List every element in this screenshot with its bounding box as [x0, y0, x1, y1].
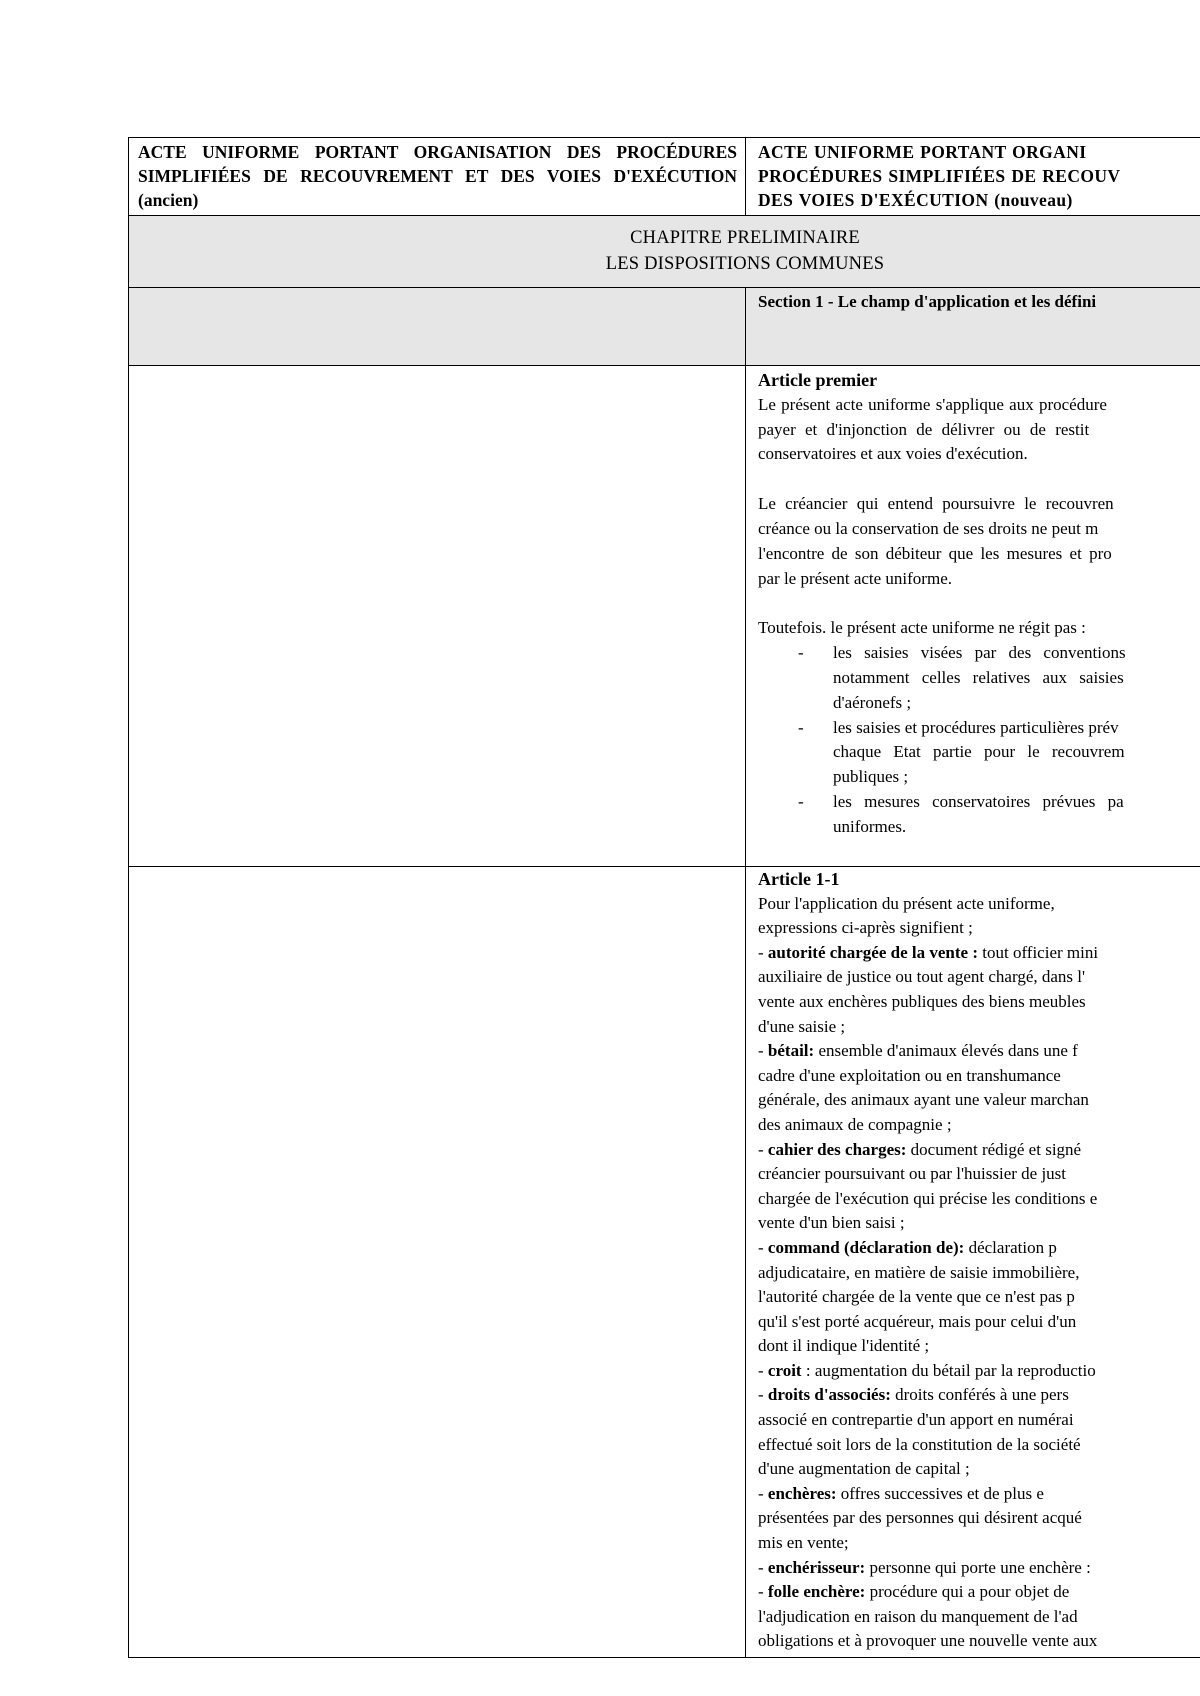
definition-term: autorité chargée de la vente :: [767, 942, 978, 962]
definition-line: [758, 1015, 1200, 1040]
section-row: [128, 287, 1200, 365]
exclusion-item-1-l2: notamment celles relatives aux saisies: [833, 667, 1124, 687]
definition-line: [758, 916, 1200, 941]
definition-line: [758, 1580, 1200, 1605]
header-new-line2: PROCÉDURES SIMPLIFIÉES DE RECOUV: [758, 166, 1121, 186]
section-title: Section 1 - Le champ d'application et les défini: [758, 292, 1097, 311]
definition-text: : augmentation du bétail par la reproductio: [801, 1360, 1096, 1380]
chapter-row: [128, 215, 1200, 287]
definition-line: [758, 1088, 1200, 1113]
definition-text: chargée de l'exécution qui précise les conditions e: [758, 1188, 1098, 1208]
definition-prefix: -: [758, 942, 768, 962]
article-premier-p1-l3: conservatoires et aux voies d'exécution.: [758, 444, 1028, 464]
definition-text: vente aux enchères publiques des biens meubles: [758, 991, 1086, 1011]
definition-line: [758, 1408, 1200, 1433]
definition-line: [758, 892, 1200, 917]
definition-text: Pour l'application du présent acte uniforme,: [758, 893, 1055, 913]
definition-text: vente d'un bien saisi ;: [758, 1213, 905, 1233]
definition-term: folle enchère:: [767, 1582, 866, 1602]
definition-text: d'une augmentation de capital ;: [758, 1459, 970, 1479]
definition-text: l'adjudication en raison du manquement de l'ad: [758, 1606, 1078, 1626]
definition-prefix: -: [758, 1139, 768, 1159]
article-1-1-title: Article 1-1: [758, 869, 840, 889]
definition-line: [758, 1236, 1200, 1261]
header-old-suffix: (ancien): [138, 190, 199, 210]
definition-line: [758, 1162, 1200, 1187]
definition-text: des animaux de compagnie ;: [758, 1114, 952, 1134]
definition-line: [758, 990, 1200, 1015]
exclusion-item-3-l1: les mesures conservatoires prévues pa: [833, 791, 1124, 811]
definition-line: [758, 1261, 1200, 1286]
article-1-1-definitions: [758, 892, 1200, 1654]
definition-line: [758, 1211, 1200, 1236]
definition-text: générale, des animaux ayant une valeur marchan: [758, 1090, 1089, 1110]
definition-prefix: -: [758, 1360, 768, 1380]
definition-term: cahier des charges:: [767, 1139, 907, 1159]
article-1-1-new-cell: [745, 866, 1200, 1657]
definition-line: [758, 1433, 1200, 1458]
definition-line: [758, 1629, 1200, 1654]
definition-text: droits conférés à une pers: [890, 1385, 1069, 1405]
definition-line: [758, 1383, 1200, 1408]
section-new-cell: [745, 287, 1200, 365]
definition-text: déclaration p: [964, 1237, 1057, 1257]
exclusion-item-2-l3: publiques ;: [833, 767, 909, 787]
table-header-row: [128, 137, 1200, 215]
article-1-1-old-cell: [128, 866, 745, 1657]
header-new-version: [745, 137, 1200, 215]
article-premier-row: [128, 365, 1200, 866]
definition-line: [758, 1482, 1200, 1507]
exclusion-item-2-l2: chaque Etat partie pour le recouvrem: [833, 742, 1125, 762]
definition-line: [758, 941, 1200, 966]
definition-text: effectué soit lors de la constitution de la société: [758, 1434, 1081, 1454]
definition-text: dont il indique l'identité ;: [758, 1336, 930, 1356]
definition-text: expressions ci-après signifient ;: [758, 918, 973, 938]
definition-prefix: -: [758, 1483, 768, 1503]
definition-text: associé en contrepartie d'un apport en numérai: [758, 1410, 1074, 1430]
definition-term: enchères:: [767, 1483, 837, 1503]
definition-prefix: -: [758, 1582, 768, 1602]
article-premier-new-cell: [745, 365, 1200, 866]
article-premier-p2-l2: créance ou la conservation de ses droits ne peut m: [758, 518, 1099, 538]
definition-term: bétail:: [767, 1041, 815, 1061]
article-premier-p2-l3: l'encontre de son débiteur que les mesures et pro: [758, 543, 1112, 563]
header-new-line3-wrap: [758, 188, 1192, 212]
definition-line: [758, 1556, 1200, 1581]
definition-prefix: -: [758, 1557, 768, 1577]
header-old-title: ACTE UNIFORME PORTANT ORGANISATION DES PROCÉDURES SIMPLIFIÉES DE RECOUVREMENT ET DES VOIES D'EXÉCUTION: [138, 142, 737, 186]
definition-text: ensemble d'animaux élevés dans une f: [814, 1041, 1078, 1061]
header-new-suffix: (nouveau): [994, 190, 1073, 210]
definition-line: [758, 1359, 1200, 1384]
definition-text: présentées par des personnes qui désirent acqué: [758, 1508, 1082, 1528]
article-premier-p1-l1: Le présent acte uniforme s'applique aux procédure: [758, 394, 1107, 414]
definition-line: [758, 1457, 1200, 1482]
chapter-subtitle: LES DISPOSITIONS COMMUNES: [605, 254, 885, 274]
definition-text: personne qui porte une enchère :: [865, 1557, 1091, 1577]
definition-line: [758, 1187, 1200, 1212]
article-1-1-row: [128, 866, 1200, 1658]
definition-prefix: -: [758, 1385, 768, 1405]
definition-text: auxiliaire de justice ou tout agent chargé, dans l': [758, 967, 1086, 987]
header-old-version: [128, 137, 745, 215]
list-dash: -: [798, 717, 804, 737]
list-dash: -: [798, 643, 804, 663]
definition-text: qu'il s'est porté acquéreur, mais pour celui d'un: [758, 1311, 1077, 1331]
definition-text: procédure qui a pour objet de: [865, 1582, 1070, 1602]
article-premier-p3-intro: Toutefois. le présent acte uniforme ne régit pas :: [758, 618, 1086, 638]
article-premier-title: Article premier: [758, 370, 878, 390]
definition-text: adjudicataire, en matière de saisie immobilière,: [758, 1262, 1080, 1282]
definition-prefix: -: [758, 1041, 768, 1061]
exclusion-item-1: [758, 641, 1200, 715]
definition-text: obligations et à provoquer une nouvelle vente aux: [758, 1631, 1098, 1651]
article-premier-p2-l4: par le présent acte uniforme.: [758, 568, 952, 588]
definition-text: l'autorité chargée de la vente que ce n'est pas p: [758, 1287, 1075, 1307]
definition-text: mis en vente;: [758, 1533, 849, 1553]
definition-term: droits d'associés:: [767, 1385, 891, 1405]
definition-line: [758, 1531, 1200, 1556]
definition-line: [758, 1113, 1200, 1138]
header-new-line1: ACTE UNIFORME PORTANT ORGANI: [758, 142, 1087, 162]
comparison-table: [128, 137, 1200, 1658]
exclusion-item-2-l1: les saisies et procédures particulières prév: [833, 717, 1119, 737]
definition-line: [758, 1334, 1200, 1359]
exclusion-item-3: [758, 790, 1200, 840]
definition-line: [758, 1039, 1200, 1064]
chapter-title: CHAPITRE PRELIMINAIRE: [630, 228, 860, 248]
exclusion-item-1-l1: les saisies visées par des conventions: [833, 643, 1126, 663]
definition-text: tout officier mini: [978, 942, 1099, 962]
definition-line: [758, 1506, 1200, 1531]
definition-text: créancier poursuivant ou par l'huissier de just: [758, 1164, 1067, 1184]
exclusion-item-2: [758, 716, 1200, 790]
definition-text: document rédigé et signé: [906, 1139, 1082, 1159]
exclusion-item-3-l2: uniformes.: [833, 816, 907, 836]
article-premier-old-cell: [128, 365, 745, 866]
definition-text: d'une saisie ;: [758, 1016, 846, 1036]
section-old-cell: [128, 287, 745, 365]
definition-line: [758, 1605, 1200, 1630]
definition-term: command (déclaration de):: [767, 1237, 965, 1257]
article-premier-p1-l2: payer et d'injonction de délivrer ou de restit: [758, 419, 1090, 439]
exclusion-item-1-l3: d'aéronefs ;: [833, 692, 912, 712]
article-premier-p2-l1: Le créancier qui entend poursuivre le recouvren: [758, 494, 1114, 514]
definition-term: croit: [767, 1360, 802, 1380]
definition-line: [758, 1310, 1200, 1335]
definition-text: cadre d'une exploitation ou en transhumance: [758, 1065, 1061, 1085]
definition-line: [758, 965, 1200, 990]
header-new-line3: DES VOIES D'EXÉCUTION: [758, 190, 989, 210]
list-dash: -: [798, 791, 804, 811]
definition-line: [758, 1285, 1200, 1310]
definition-line: [758, 1064, 1200, 1089]
definition-prefix: -: [758, 1237, 768, 1257]
definition-line: [758, 1138, 1200, 1163]
definition-text: offres successives et de plus e: [836, 1483, 1044, 1503]
definition-term: enchérisseur:: [767, 1557, 866, 1577]
